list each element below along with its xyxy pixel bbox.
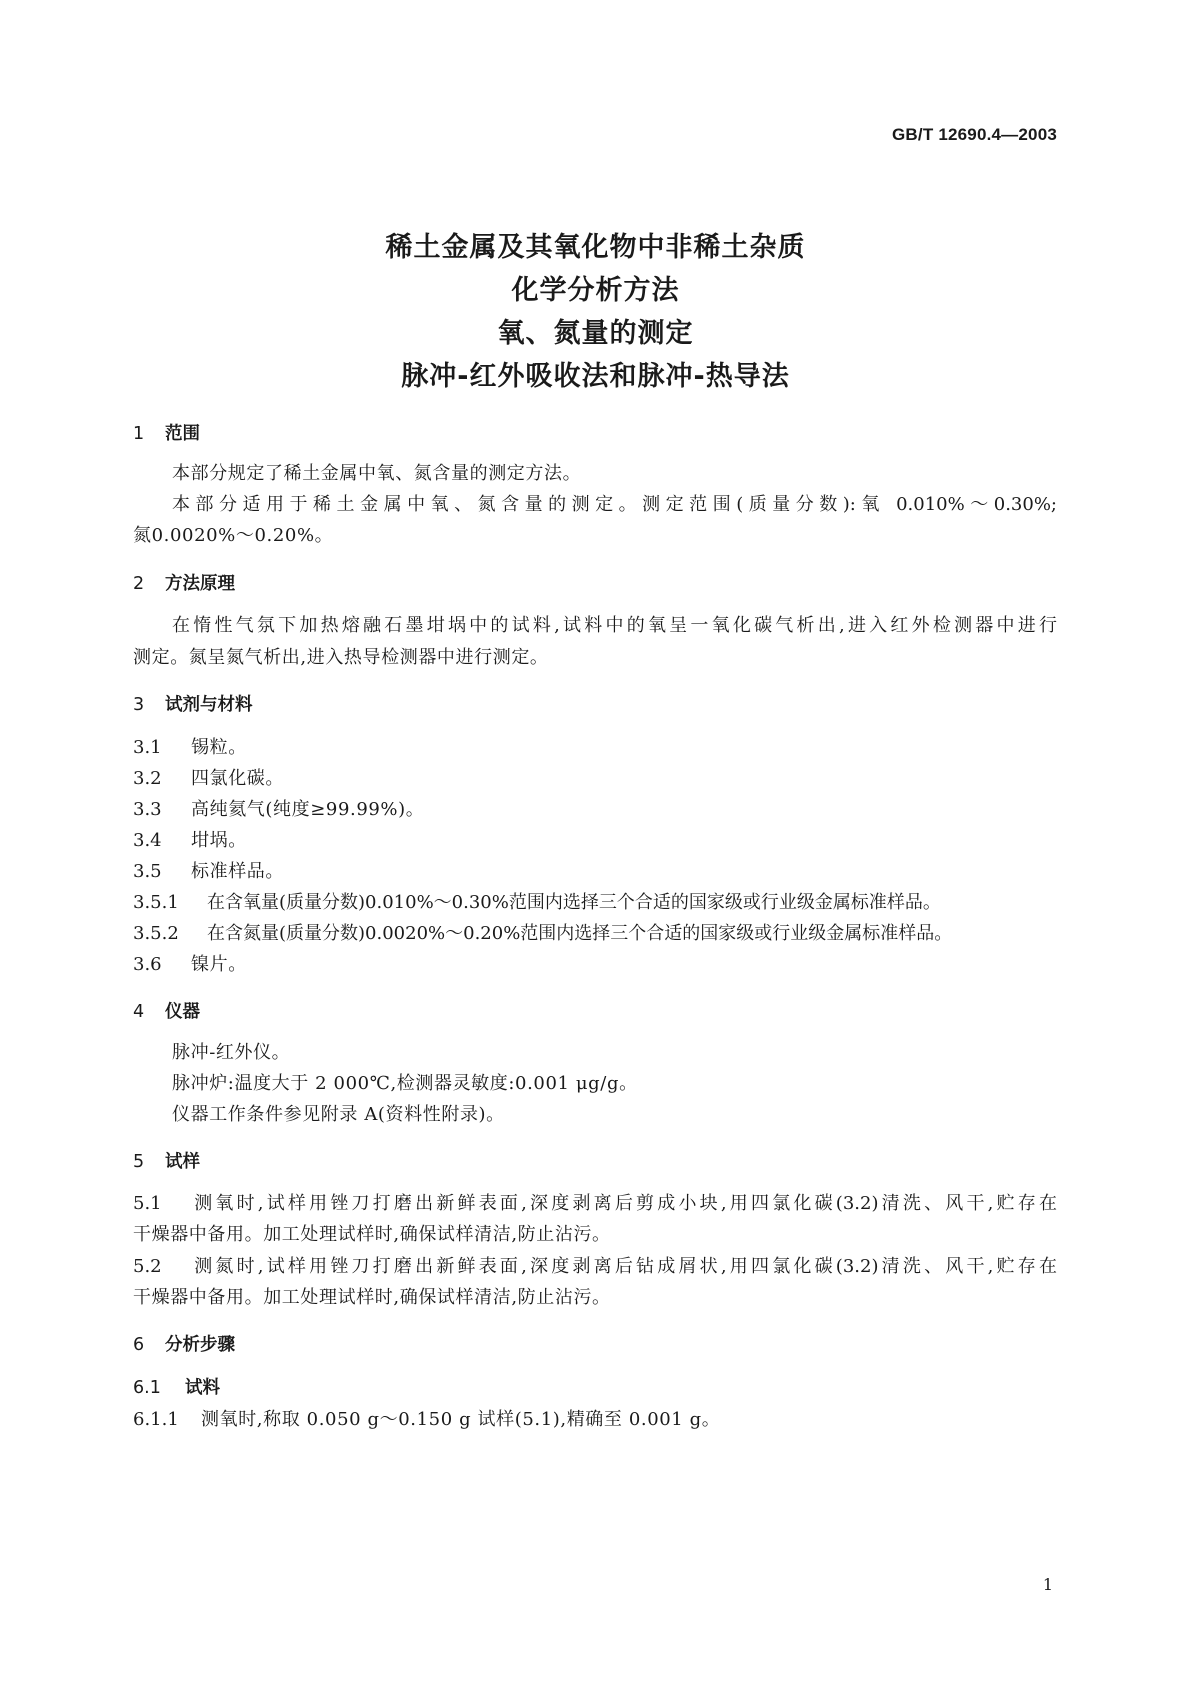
list-item bbox=[133, 795, 424, 821]
paragraph-line: 干燥器中备用。加工处理试样时,确保试样清洁,防止沾污。 bbox=[133, 1224, 611, 1245]
list-item bbox=[133, 950, 247, 976]
subsection-heading bbox=[133, 1374, 220, 1399]
paragraph-line: 本部分适用于稀土金属中氧、氮含量的测定。测定范围(质量分数):氧 0.010%～0.30%; bbox=[172, 494, 1057, 515]
item-number: 3.6 bbox=[133, 954, 162, 975]
item-text: 标准样品。 bbox=[191, 861, 284, 882]
section-3-heading bbox=[133, 691, 253, 716]
document-title bbox=[0, 226, 1191, 398]
item-number: 3.5 bbox=[133, 861, 162, 882]
subsection-title: 试料 bbox=[185, 1378, 220, 1398]
paragraph-line: 脉冲-红外仪。 bbox=[172, 1042, 291, 1063]
paragraph-line: 干燥器中备用。加工处理试样时,确保试样清洁,防止沾污。 bbox=[133, 1287, 611, 1308]
list-item bbox=[133, 919, 952, 945]
paragraph-line: 在惰性气氛下加热熔融石墨坩埚中的试料,试料中的氧呈一氧化碳气析出,进入红外检测器中进行 bbox=[172, 615, 1057, 636]
section-number: 5 bbox=[133, 1152, 145, 1172]
section-6-heading bbox=[133, 1331, 235, 1356]
paragraph-line: 测定。氮呈氮气析出,进入热导检测器中进行测定。 bbox=[133, 647, 549, 668]
section-title: 方法原理 bbox=[165, 574, 235, 594]
item-number: 3.1 bbox=[133, 737, 162, 758]
title-line-2: 化学分析方法 bbox=[511, 275, 680, 306]
title-line-1: 稀土金属及其氧化物中非稀土杂质 bbox=[385, 232, 806, 263]
list-item bbox=[133, 1189, 1057, 1215]
item-number: 3.3 bbox=[133, 799, 162, 820]
item-text: 在含氮量(质量分数)0.0020%～0.20%范围内选择三个合适的国家级或行业级金属标准样品。 bbox=[207, 923, 953, 944]
item-number: 3.4 bbox=[133, 830, 162, 851]
list-item bbox=[133, 826, 247, 852]
item-number: 6.1.1 bbox=[133, 1409, 179, 1430]
item-number: 3.5.2 bbox=[133, 923, 179, 944]
list-item bbox=[133, 1252, 1057, 1278]
title-line-4: 脉冲-红外吸收法和脉冲-热导法 bbox=[401, 361, 790, 392]
section-number: 1 bbox=[133, 424, 145, 444]
title-line-3: 氧、氮量的测定 bbox=[497, 318, 694, 349]
section-5-heading bbox=[133, 1148, 200, 1173]
section-number: 6 bbox=[133, 1335, 145, 1355]
section-4-heading bbox=[133, 998, 200, 1023]
paragraph-line: 仪器工作条件参见附录 A(资料性附录)。 bbox=[172, 1104, 505, 1125]
page-number: 1 bbox=[1042, 1575, 1053, 1594]
paragraph-line: 脉冲炉:温度大于 2 000℃,检测器灵敏度:0.001 μg/g。 bbox=[172, 1073, 638, 1094]
section-title: 仪器 bbox=[165, 1002, 200, 1022]
paragraph-line: 氮0.0020%～0.20%。 bbox=[133, 525, 334, 546]
standard-code: GB/T 12690.4—2003 bbox=[892, 125, 1057, 144]
section-1-heading bbox=[133, 420, 200, 445]
subsection-number: 6.1 bbox=[133, 1378, 161, 1398]
item-number: 3.5.1 bbox=[133, 892, 179, 913]
item-text: 镍片。 bbox=[191, 954, 247, 975]
section-title: 试剂与材料 bbox=[165, 695, 253, 715]
paragraph-line: 本部分规定了稀土金属中氧、氮含量的测定方法。 bbox=[172, 463, 582, 484]
item-text: 测氮时,试样用锉刀打磨出新鲜表面,深度剥离后钻成屑状,用四氯化碳(3.2)清洗、风干,贮存在 bbox=[191, 1256, 1057, 1277]
list-item bbox=[133, 764, 284, 790]
item-number: 5.2 bbox=[133, 1256, 162, 1277]
section-title: 分析步骤 bbox=[165, 1335, 235, 1355]
list-item bbox=[133, 733, 247, 759]
section-2-heading bbox=[133, 570, 235, 595]
item-number: 5.1 bbox=[133, 1193, 162, 1214]
section-number: 2 bbox=[133, 574, 145, 594]
section-number: 3 bbox=[133, 695, 145, 715]
item-text: 四氯化碳。 bbox=[191, 768, 284, 789]
item-number: 3.2 bbox=[133, 768, 162, 789]
item-text: 锡粒。 bbox=[191, 737, 247, 758]
section-title: 范围 bbox=[165, 424, 200, 444]
item-text: 测氧时,称取 0.050 g～0.150 g 试样(5.1),精确至 0.001 g。 bbox=[201, 1409, 721, 1430]
list-item bbox=[133, 857, 284, 883]
item-text: 在含氧量(质量分数)0.010%～0.30%范围内选择三个合适的国家级或行业级金属标准样品。 bbox=[207, 892, 941, 913]
section-number: 4 bbox=[133, 1002, 145, 1022]
section-title: 试样 bbox=[165, 1152, 200, 1172]
item-text: 测氧时,试样用锉刀打磨出新鲜表面,深度剥离后剪成小块,用四氯化碳(3.2)清洗、风干,贮存在 bbox=[191, 1193, 1057, 1214]
list-item bbox=[133, 888, 941, 914]
item-text: 坩埚。 bbox=[191, 830, 247, 851]
item-text: 高纯氦气(纯度≥99.99%)。 bbox=[191, 799, 425, 820]
list-item bbox=[133, 1405, 720, 1431]
